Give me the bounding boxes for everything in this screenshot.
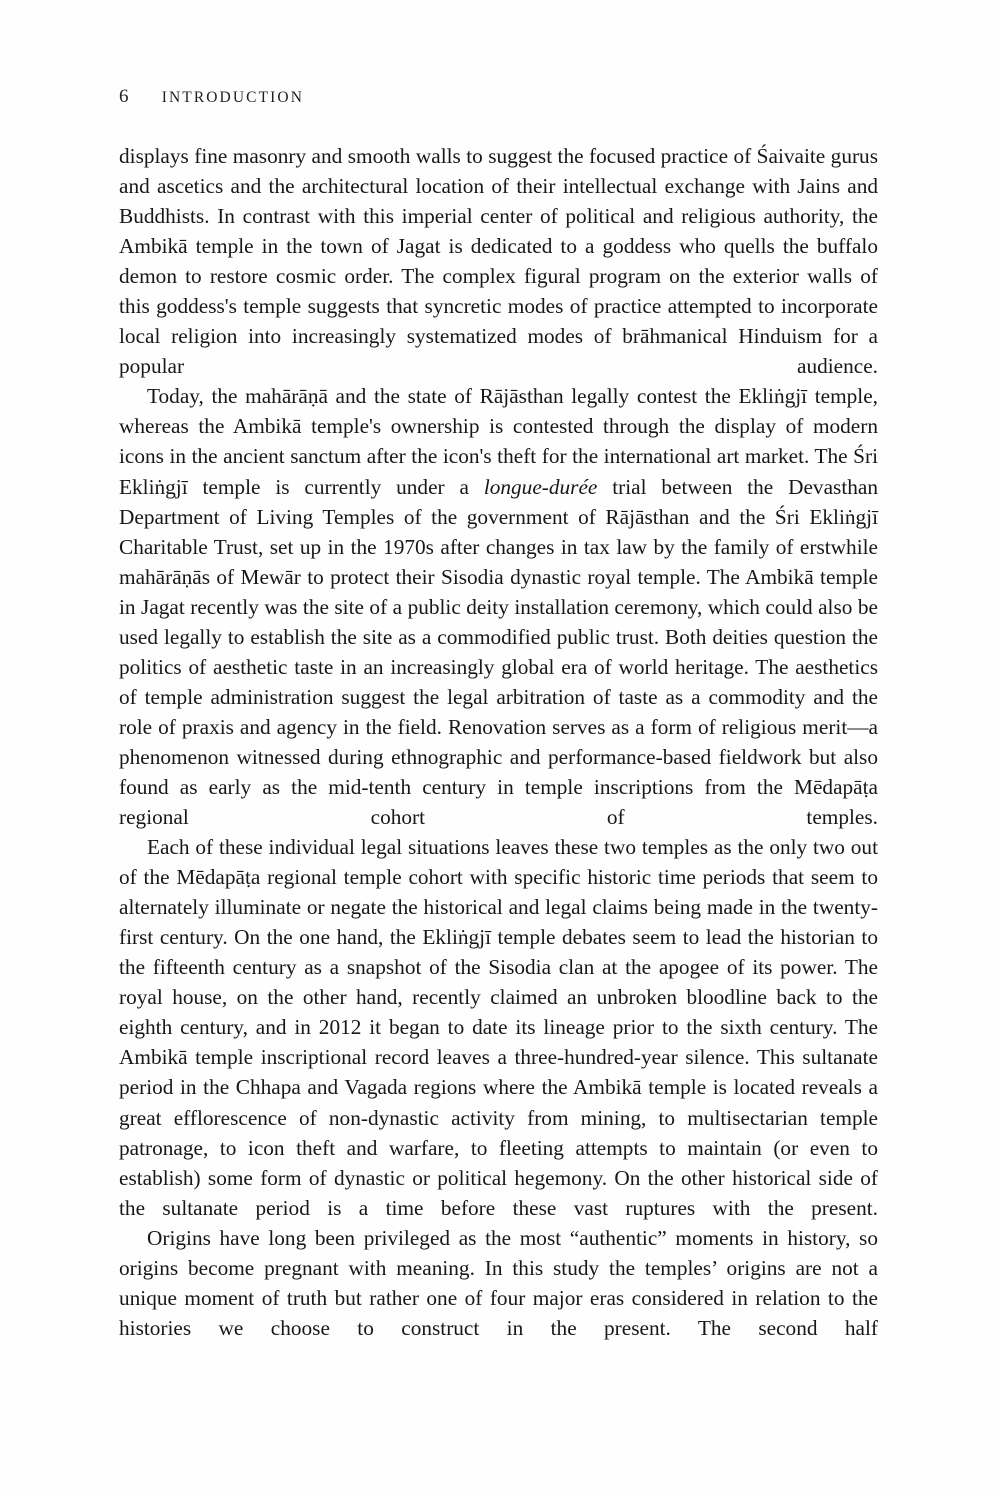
page-folio-number: 6 — [119, 86, 129, 107]
paragraph-2 — [119, 381, 878, 832]
paragraph-4: Origins have long been privileged as the most “authentic” moments in history, so origins become pregnant with meaning. In this study the temples’ origins are not a unique moment of truth but rather one of four major eras considered in relation to the histories we choose to construct in the present. The second half — [119, 1225, 878, 1340]
paragraph-2-part-a: Today, the mahārāṇā and the state of Rājāsthan legally contest the Ekliṅgjī temple, whereas the Ambikā temple's ownership is contested through the display of modern icons in the ancient sanctum after the icon's theft for the international art market. The Śri Ekliṅgjī temple is currently under a — [119, 384, 878, 499]
paragraph-2-part-b: trial between the Devasthan Department of Living Temples of the government of Rājāsthan and the Śri Ekliṅgjī Charitable Trust, set up in the 1970s after changes in tax law by the family of erstwhile mahārāṇās of Mewār to protect their Sisodia dynastic royal temple. The Ambikā temple in Jagat recently was the site of a public deity installation ceremony, which could also be used legally to establish the site as a commodified public trust. Both deities question the politics of aesthetic taste in an increasingly global era of world heritage. The aesthetics of temple administration suggest the legal arbitration of taste as a commodity and the role of praxis and agency in the field. Renovation serves as a form of religious merit—a phenomenon witnessed during ethnographic and performance-based fieldwork but also found as early as the mid-tenth century in temple inscriptions from the Mēdapāṭa regional cohort of temples. — [119, 474, 878, 830]
running-head — [119, 86, 304, 108]
running-head-title: INTRODUCTION — [161, 89, 305, 106]
foreign-term-longue-duree: longue-durée — [483, 474, 598, 499]
paragraph-3: Each of these individual legal situations leaves these two temples as the only two out of the Mēdapāṭa regional temple cohort with specific historic time periods that seem to alternately illuminate or negate the historical and legal claims being made in the twenty-first century. On the one hand, the Ekliṅgjī temple debates seem to lead the historian to the fifteenth century as a snapshot of the Sisodia clan at the apogee of its power. The royal house, on the other hand, recently claimed an unbroken bloodline back to the eighth century, and in 2012 it began to date its lineage prior to the sixth century. The Ambikā temple inscriptional record leaves a three-hundred-year silence. This sultanate period in the Chhapa and Vagada regions where the Ambikā temple is located reveals a great efflorescence of non-dynastic activity from mining, to multisectarian temple patronage, to icon theft and warfare, to fleeting attempts to maintain (or even to establish) some form of dynastic or political hegemony. On the other historical side of the sultanate period is a time before these vast ruptures with the present. — [119, 835, 878, 1220]
paragraph-1: displays fine masonry and smooth walls to suggest the focused practice of Śaivaite gurus and ascetics and the architectural location of their intellectual exchange with Jains and Buddhists. In contrast with this imperial center of political and religious authority, the Ambikā temple in the town of Jagat is dedicated to a goddess who quells the buffalo demon to restore cosmic order. The complex figural program on the exterior walls of this goddess's temple suggests that syncretic modes of practice attempted to incorporate local religion into increasingly systematized modes of brāhmanical Hinduism for a popular audience. — [119, 144, 878, 379]
body-text-block — [119, 141, 878, 1343]
